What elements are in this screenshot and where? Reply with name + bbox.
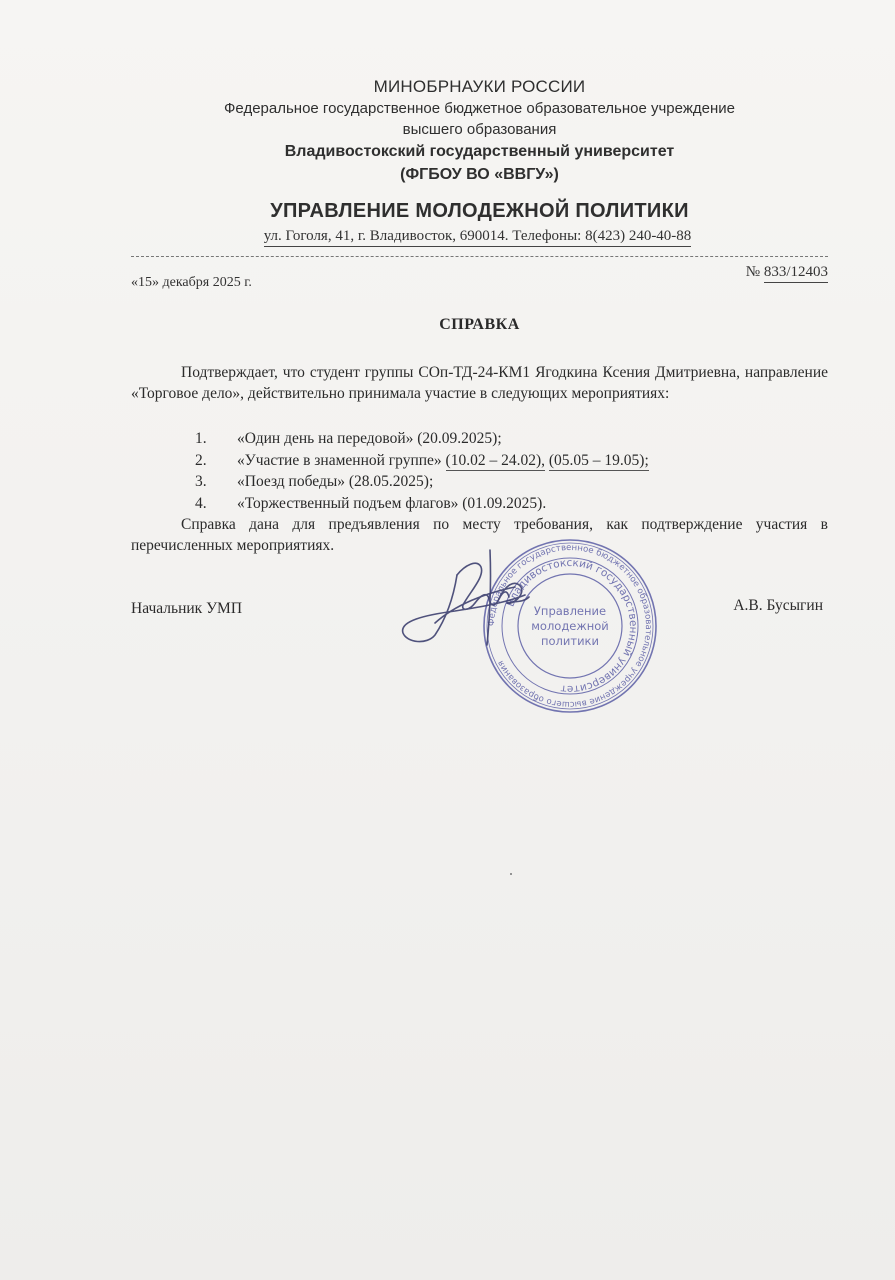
list-item-text: «Один день на передовой» (20.09.2025); <box>237 430 502 447</box>
ministry-heading: МИНОБРНАУКИ РОССИИ <box>373 77 586 96</box>
stamp-outer-text: Федеральное государственное бюджетное образовательное учреждение высшего образования <box>486 542 654 710</box>
university-name: Владивостокский государственный университет <box>284 143 675 160</box>
institution-line-1: Федеральное государственное бюджетное образовательное учреждение <box>224 100 735 117</box>
events-list <box>131 428 828 514</box>
stamp-center-line-1: Управление <box>533 604 607 618</box>
list-item-number: 4. <box>195 494 207 512</box>
document-date: «15» декабря 2025 г. <box>131 275 252 290</box>
handwritten-signature <box>395 545 555 655</box>
date-range-1: (10.02 – 24.02), <box>445 451 545 469</box>
institution-line-2: высшего образования <box>402 121 557 138</box>
header-separator <box>131 256 828 257</box>
list-item-number: 2. <box>195 451 207 469</box>
paper-speck <box>510 873 512 875</box>
list-item-text: «Поезд победы» (28.05.2025); <box>237 473 434 490</box>
stamp-center-line-2: молодежной <box>531 619 609 633</box>
number-prefix: № <box>745 264 761 280</box>
list-item-text: «Торжественный подъем флагов» (01.09.2025). <box>237 494 547 512</box>
address-line: ул. Гоголя, 41, г. Владивосток, 690014. Телефоны: 8(423) 240-40-88 <box>0 228 895 247</box>
list-item-number: 3. <box>195 473 207 490</box>
closing-paragraph: Справка дана для предъявления по месту требования, как подтверждение участия в перечисленных мероприятиях. <box>131 516 828 554</box>
department-name: УПРАВЛЕНИЕ МОЛОДЕЖНОЙ ПОЛИТИКИ <box>270 200 689 222</box>
date-range-2: (05.05 – 19.05); <box>548 451 649 469</box>
signer-position: Начальник УМП <box>131 600 243 617</box>
list-item-number: 1. <box>195 430 207 447</box>
list-item <box>131 471 828 493</box>
list-item-text: «Участие в знаменной группе» (10.02 – 24.02), (05.05 – 19.05); <box>237 451 649 469</box>
list-item <box>131 493 828 515</box>
number-value: 833/12403 <box>764 264 828 283</box>
university-abbreviation: (ФГБОУ ВО «ВВГУ») <box>400 166 559 183</box>
stamp-ring-text: Владивостокский государственный университет <box>504 556 640 696</box>
stamp-center-line-3: политики <box>541 634 599 648</box>
signer-name: А.В. Бусыгин <box>733 597 823 614</box>
registration-number <box>746 264 828 281</box>
intro-paragraph: Подтверждает, что студент группы СОп-ТД-24-КМ1 Ягодкина Ксения Дмитриевна, направление «Торговое дело», действительно принимала участие в следующих мероприятиях: <box>131 364 828 402</box>
document-title: СПРАВКА <box>439 316 520 333</box>
list-item <box>131 450 828 472</box>
list-item <box>131 428 828 450</box>
